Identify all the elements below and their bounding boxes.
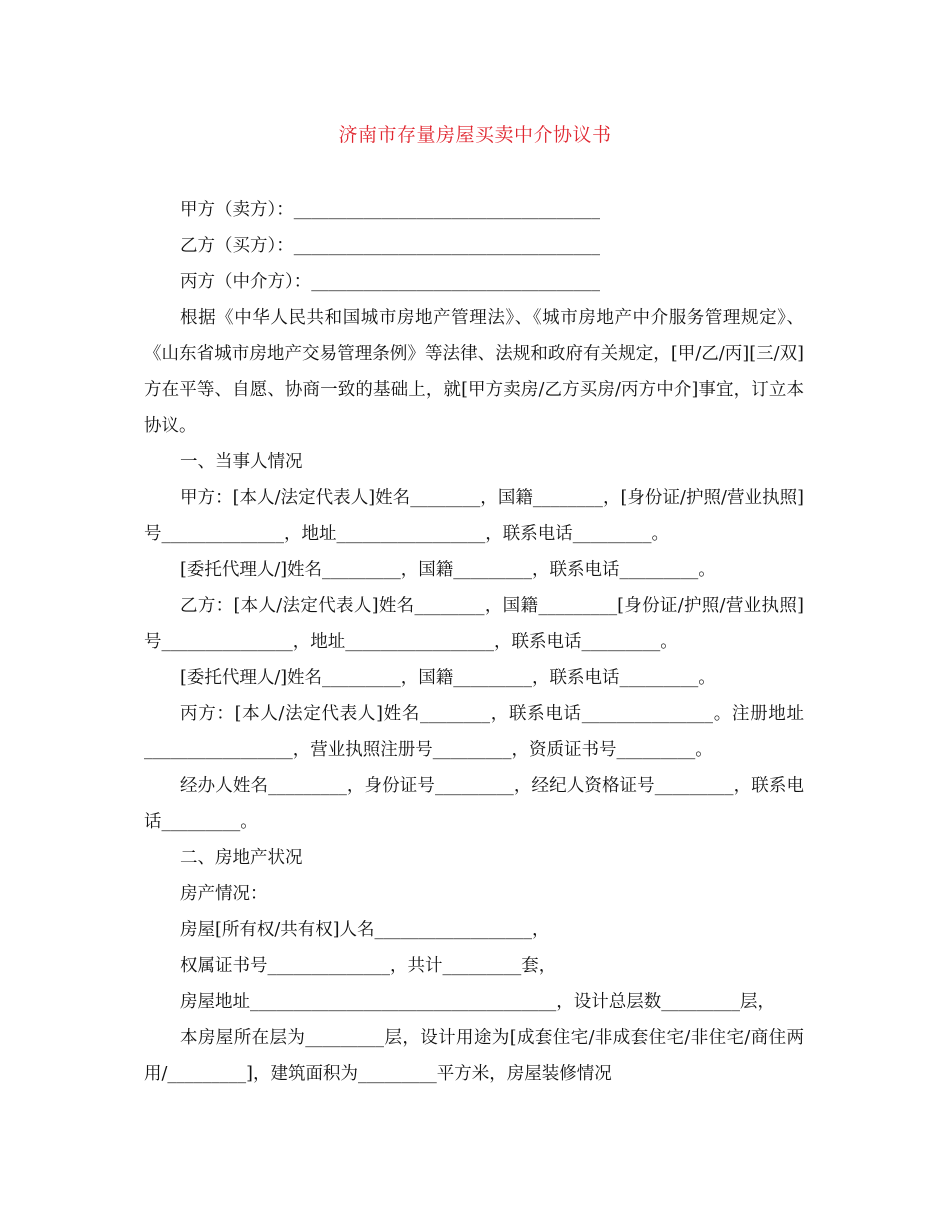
preamble-paragraph: 根据《中华人民共和国城市房地产管理法》、《城市房地产中介服务管理规定》、《山东省城市房地产交易管理条例》等法律、法规和政府有关规定，[甲/乙/丙][三/双]方在平等、自愿、协商一致的基础上，就[甲方卖房/乙方买房/丙方中介]事宜，订立本协议。 [144,308,804,436]
party-a-proxy: [委托代理人/]姓名_________，国籍_________，联系电话_________。 [180,560,716,580]
party-c-details: 丙方：[本人/法定代表人]姓名________，联系电话_______________。注册地址_________________，营业执照注册号_________，资质证书号_________。 [144,704,804,760]
document-body [144,192,804,1092]
party-b-details: 乙方：[本人/法定代表人]姓名________，国籍_________[身份证/护照/营业执照]号_______________，地址_________________，联系电话_________。 [144,596,804,652]
agent-line: 丙方（中介方）：_________________________________ [180,272,600,292]
certificate-line: 权属证书号______________，共计_________套， [180,956,557,976]
property-info-heading: 房产情况： [180,884,268,904]
property-owner-line: 房屋[所有权/共有权]人名__________________， [180,920,550,940]
section-heading-parties: 一、当事人情况 [180,452,303,472]
document-title: 济南市存量房屋买卖中介协议书 [338,124,612,146]
agent-handler-details: 经办人姓名_________，身份证号_________，经纪人资格证号_________，联系电话_________。 [144,776,804,832]
buyer-line: 乙方（买方）：___________________________________ [180,236,600,256]
party-a-details: 甲方：[本人/法定代表人]姓名________，国籍________，[身份证/护照/营业执照]号______________，地址_________________，联系电话_________。 [144,488,804,544]
seller-line: 甲方（卖方）：___________________________________ [180,200,600,220]
floor-usage-line: 本房屋所在层为_________层，设计用途为[成套住宅/非成套住宅/非住宅/商住两用/_________]，建筑面积为_________平方米，房屋装修情况 [144,1028,804,1084]
party-b-proxy: [委托代理人/]姓名_________，国籍_________，联系电话_________。 [180,668,716,688]
section-heading-property: 二、房地产状况 [180,848,303,868]
address-line: 房屋地址___________________________________，设计总层数_________层， [180,992,775,1012]
